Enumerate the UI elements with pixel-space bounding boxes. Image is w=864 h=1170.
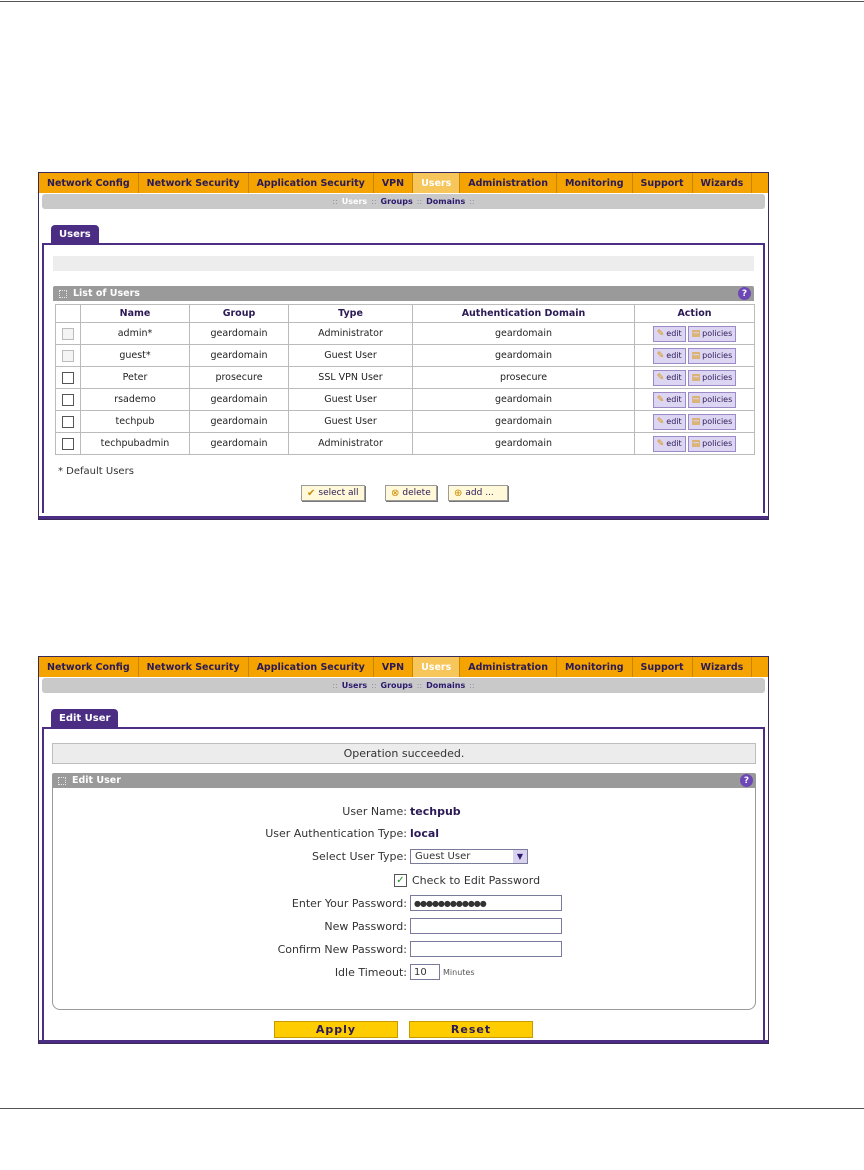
- subnav-domains[interactable]: Domains: [426, 681, 466, 690]
- confirm-password-row: [53, 940, 755, 958]
- policies-icon: ▤: [691, 416, 701, 427]
- table-header-row: [56, 305, 755, 323]
- user-type-row: [53, 847, 755, 865]
- enter-password-input[interactable]: ●●●●●●●●●●●●: [410, 895, 562, 911]
- main-nav: [39, 657, 768, 677]
- row-checkbox: [62, 350, 74, 362]
- table-row: [56, 367, 755, 389]
- policies-icon: ▤: [691, 438, 701, 449]
- cell-action: [635, 411, 755, 433]
- grip-icon: [59, 290, 67, 298]
- sub-nav: :: Users :: Groups :: Domains ::: [42, 678, 765, 693]
- user-name-label: User Name:: [342, 804, 407, 818]
- sub-nav: :: Users :: Groups :: Domains ::: [42, 194, 765, 209]
- policies-icon: ▤: [691, 350, 701, 361]
- cell-action: [635, 433, 755, 455]
- nav-item-network-security[interactable]: Network Security: [139, 657, 249, 677]
- row-checkbox[interactable]: [62, 416, 74, 428]
- table-row: [56, 323, 755, 345]
- cell-group: geardomain: [190, 323, 289, 345]
- row-checkbox: [62, 328, 74, 340]
- edit-button[interactable]: [653, 326, 686, 342]
- auth-type-row: [53, 824, 755, 842]
- row-checkbox[interactable]: [62, 372, 74, 384]
- nav-item-wizards[interactable]: Wizards: [693, 657, 753, 677]
- new-password-row: [53, 917, 755, 935]
- row-select-cell: [56, 367, 81, 389]
- cell-name: techpub: [81, 411, 190, 433]
- edit-button[interactable]: [653, 414, 686, 430]
- user-type-select[interactable]: [410, 849, 528, 864]
- select-all-button[interactable]: [301, 485, 365, 501]
- nav-item-monitoring[interactable]: Monitoring: [557, 657, 633, 677]
- users-table: [55, 304, 755, 455]
- bottom-border: [39, 516, 768, 519]
- edit-label: edit: [666, 439, 682, 448]
- policies-icon: ▤: [691, 394, 701, 405]
- panel-header-list-of-users: [53, 286, 754, 301]
- policies-button[interactable]: [688, 414, 737, 430]
- cell-action: [635, 323, 755, 345]
- policies-button[interactable]: [688, 436, 737, 452]
- edit-icon: ✎: [656, 416, 665, 427]
- user-name-row: [53, 802, 755, 820]
- edit-label: edit: [666, 329, 682, 338]
- idle-timeout-unit: Minutes: [443, 967, 475, 977]
- edit-password-row: [53, 871, 755, 889]
- nav-item-network-security[interactable]: Network Security: [139, 173, 249, 193]
- nav-item-users[interactable]: Users: [413, 657, 460, 677]
- cell-type: SSL VPN User: [289, 367, 413, 389]
- edit-password-checkbox[interactable]: ✓: [394, 874, 407, 887]
- cell-action: [635, 367, 755, 389]
- nav-item-support[interactable]: Support: [633, 173, 693, 193]
- subnav-groups[interactable]: Groups: [380, 197, 413, 206]
- users-list-screen: [38, 172, 769, 520]
- panel-title: Edit User: [72, 775, 121, 786]
- edit-user-screen: [38, 656, 769, 1044]
- enter-password-label: Enter Your Password:: [291, 896, 407, 910]
- delete-label: delete: [402, 488, 431, 498]
- edit-label: edit: [666, 395, 682, 404]
- cell-name: guest*: [81, 345, 190, 367]
- cell-type: Guest User: [289, 345, 413, 367]
- cell-action: [635, 345, 755, 367]
- user-name-value: techpub: [410, 804, 461, 818]
- select-all-label: select all: [318, 488, 359, 498]
- row-select-cell: [56, 411, 81, 433]
- edit-button[interactable]: [653, 436, 686, 452]
- page-top-rule: [0, 1, 864, 2]
- table-row: [56, 389, 755, 411]
- table-row: [56, 433, 755, 455]
- page-bottom-rule: [0, 1108, 864, 1109]
- cell-name: admin*: [81, 323, 190, 345]
- cell-auth-domain: geardomain: [413, 389, 635, 411]
- nav-item-wizards[interactable]: Wizards: [693, 173, 753, 193]
- cell-auth-domain: prosecure: [413, 367, 635, 389]
- idle-timeout-input[interactable]: 10: [410, 964, 440, 980]
- edit-label: edit: [666, 417, 682, 426]
- nav-item-monitoring[interactable]: Monitoring: [557, 173, 633, 193]
- subnav-groups[interactable]: Groups: [380, 681, 413, 690]
- check-icon: ✔: [307, 487, 316, 499]
- cell-name: rsademo: [81, 389, 190, 411]
- policies-icon: ▤: [691, 328, 701, 339]
- subnav-domains[interactable]: Domains: [426, 197, 466, 206]
- idle-timeout-label: Idle Timeout:: [334, 965, 407, 979]
- cell-action: [635, 389, 755, 411]
- edit-user-form: [52, 788, 756, 1010]
- tab-users[interactable]: Users: [51, 225, 99, 243]
- policies-icon: ▤: [691, 372, 701, 383]
- user-type-label: Select User Type:: [312, 849, 407, 863]
- enter-password-row: [53, 894, 755, 912]
- policies-label: policies: [702, 351, 733, 360]
- apply-button[interactable]: Apply: [274, 1021, 398, 1038]
- col-group: Group: [190, 305, 289, 323]
- row-select-cell: [56, 345, 81, 367]
- cell-auth-domain: geardomain: [413, 411, 635, 433]
- cell-name: techpubadmin: [81, 433, 190, 455]
- policies-button[interactable]: [688, 392, 737, 408]
- auth-type-label: User Authentication Type:: [265, 826, 407, 840]
- nav-item-users[interactable]: Users: [413, 173, 460, 193]
- message-bar: [53, 256, 754, 271]
- plus-icon: ⊕: [454, 487, 463, 499]
- add-button[interactable]: [448, 485, 508, 501]
- nav-item-administration[interactable]: Administration: [460, 173, 557, 193]
- edit-icon: ✎: [656, 350, 665, 361]
- cell-group: geardomain: [190, 411, 289, 433]
- policies-label: policies: [702, 395, 733, 404]
- tab-edit-user[interactable]: Edit User: [51, 709, 118, 727]
- subnav-users[interactable]: Users: [341, 197, 368, 206]
- cell-type: Administrator: [289, 433, 413, 455]
- help-icon[interactable]: ?: [740, 774, 753, 787]
- cell-type: Guest User: [289, 389, 413, 411]
- policies-label: policies: [702, 373, 733, 382]
- cell-group: prosecure: [190, 367, 289, 389]
- edit-icon: ✎: [656, 394, 665, 405]
- policies-button[interactable]: [688, 326, 737, 342]
- delete-button[interactable]: [385, 485, 437, 501]
- edit-label: edit: [666, 351, 682, 360]
- nav-item-application-security[interactable]: Application Security: [249, 657, 374, 677]
- cell-group: geardomain: [190, 433, 289, 455]
- row-select-cell: [56, 389, 81, 411]
- col-type: Type: [289, 305, 413, 323]
- user-type-value: Guest User: [415, 850, 471, 862]
- nav-item-administration[interactable]: Administration: [460, 657, 557, 677]
- subnav-users[interactable]: Users: [341, 681, 368, 690]
- reset-button[interactable]: Reset: [409, 1021, 533, 1038]
- add-label: add ...: [465, 488, 494, 498]
- policies-label: policies: [702, 329, 733, 338]
- table-row: [56, 345, 755, 367]
- edit-icon: ✎: [656, 372, 665, 383]
- col-name: Name: [81, 305, 190, 323]
- x-icon: ⊗: [391, 487, 400, 499]
- cell-group: geardomain: [190, 345, 289, 367]
- cell-auth-domain: geardomain: [413, 323, 635, 345]
- row-select-cell: [56, 433, 81, 455]
- status-message: Operation succeeded.: [52, 743, 756, 764]
- nav-item-support[interactable]: Support: [633, 657, 693, 677]
- nav-item-vpn[interactable]: VPN: [374, 657, 413, 677]
- main-nav: [39, 173, 768, 193]
- policies-button[interactable]: [688, 370, 737, 386]
- confirm-password-input[interactable]: [410, 941, 562, 957]
- edit-label: edit: [666, 373, 682, 382]
- row-checkbox[interactable]: [62, 394, 74, 406]
- chevron-down-icon[interactable]: ▼: [513, 850, 527, 863]
- new-password-input[interactable]: [410, 918, 562, 934]
- panel-title: List of Users: [73, 288, 140, 299]
- edit-icon: ✎: [656, 328, 665, 339]
- grip-icon: [58, 777, 66, 785]
- policies-label: policies: [702, 439, 733, 448]
- nav-item-application-security[interactable]: Application Security: [249, 173, 374, 193]
- row-checkbox[interactable]: [62, 438, 74, 450]
- nav-item-vpn[interactable]: VPN: [374, 173, 413, 193]
- cell-name: Peter: [81, 367, 190, 389]
- nav-item-network-config[interactable]: Network Config: [39, 657, 139, 677]
- nav-item-network-config[interactable]: Network Config: [39, 173, 139, 193]
- table-row: [56, 411, 755, 433]
- auth-type-value: local: [410, 826, 440, 840]
- new-password-label: New Password:: [324, 919, 407, 933]
- policies-button[interactable]: [688, 348, 737, 364]
- panel-header-edit-user: [52, 773, 756, 788]
- policies-label: policies: [702, 417, 733, 426]
- confirm-password-label: Confirm New Password:: [277, 942, 407, 956]
- col-auth-domain: Authentication Domain: [413, 305, 635, 323]
- default-users-note: * Default Users: [58, 466, 134, 477]
- edit-button[interactable]: [653, 348, 686, 364]
- edit-password-label: Check to Edit Password: [412, 873, 541, 887]
- cell-type: Guest User: [289, 411, 413, 433]
- col-action: Action: [635, 305, 755, 323]
- cell-auth-domain: geardomain: [413, 345, 635, 367]
- bottom-border: [39, 1040, 768, 1043]
- row-select-cell: [56, 323, 81, 345]
- help-icon[interactable]: ?: [738, 287, 751, 300]
- idle-timeout-row: [53, 963, 755, 981]
- edit-button[interactable]: [653, 370, 686, 386]
- edit-button[interactable]: [653, 392, 686, 408]
- edit-icon: ✎: [656, 438, 665, 449]
- cell-type: Administrator: [289, 323, 413, 345]
- cell-auth-domain: geardomain: [413, 433, 635, 455]
- cell-group: geardomain: [190, 389, 289, 411]
